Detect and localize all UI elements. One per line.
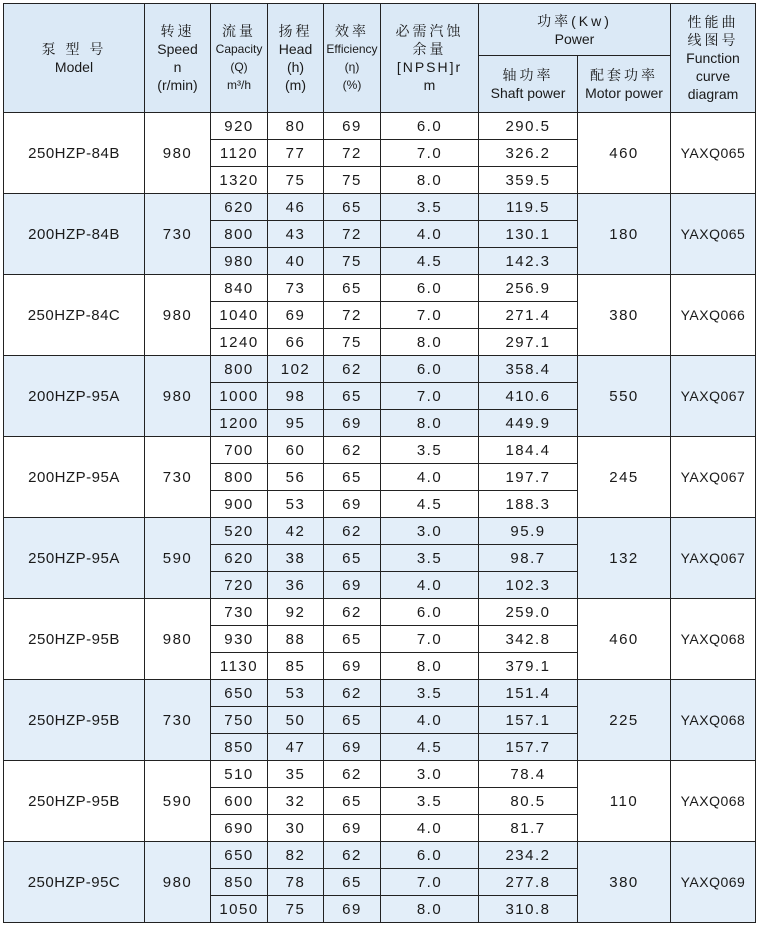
npsh-cell: 6.0 — [381, 113, 479, 140]
table-row — [4, 680, 756, 707]
shaft-power-cell: 379.1 — [479, 653, 578, 680]
head-cell: 85 — [268, 653, 324, 680]
speed-cell: 730 — [145, 680, 211, 761]
efficiency-cell: 62 — [324, 599, 381, 626]
header-head — [268, 4, 324, 113]
head-cell: 40 — [268, 248, 324, 275]
shaft-power-cell: 157.1 — [479, 707, 578, 734]
header-speed — [145, 4, 211, 113]
npsh-cell: 4.5 — [381, 734, 479, 761]
head-cell: 102 — [268, 356, 324, 383]
efficiency-cell: 69 — [324, 572, 381, 599]
motor-power-cell: 380 — [578, 842, 671, 923]
header-head-en: Head — [278, 41, 313, 57]
capacity-cell: 900 — [211, 491, 268, 518]
capacity-cell: 1200 — [211, 410, 268, 437]
pump-performance-table — [3, 3, 756, 923]
shaft-power-cell: 81.7 — [479, 815, 578, 842]
shaft-power-cell: 102.3 — [479, 572, 578, 599]
npsh-cell: 8.0 — [381, 653, 479, 680]
curve-diagram-cell: YAXQ068 — [671, 761, 756, 842]
motor-power-cell: 132 — [578, 518, 671, 599]
shaft-power-cell: 188.3 — [479, 491, 578, 518]
head-cell: 75 — [268, 896, 324, 923]
head-cell: 66 — [268, 329, 324, 356]
header-shaft-en: Shaft power — [490, 85, 566, 101]
efficiency-cell: 72 — [324, 140, 381, 167]
head-cell: 73 — [268, 275, 324, 302]
header-npsh-en2: m — [423, 77, 436, 93]
head-cell: 36 — [268, 572, 324, 599]
efficiency-cell: 75 — [324, 329, 381, 356]
table-row — [4, 842, 756, 869]
capacity-cell: 920 — [211, 113, 268, 140]
table-header — [4, 4, 756, 113]
model-cell: 250HZP-95B — [4, 761, 145, 842]
efficiency-cell: 69 — [324, 410, 381, 437]
motor-power-cell: 110 — [578, 761, 671, 842]
capacity-cell: 620 — [211, 194, 268, 221]
header-curve — [671, 4, 756, 113]
header-npsh — [381, 4, 479, 113]
capacity-cell: 840 — [211, 275, 268, 302]
efficiency-cell: 62 — [324, 842, 381, 869]
efficiency-cell: 65 — [324, 275, 381, 302]
npsh-cell: 6.0 — [381, 599, 479, 626]
curve-diagram-cell: YAXQ065 — [671, 194, 756, 275]
head-cell: 50 — [268, 707, 324, 734]
shaft-power-cell: 119.5 — [479, 194, 578, 221]
shaft-power-cell: 234.2 — [479, 842, 578, 869]
motor-power-cell: 380 — [578, 275, 671, 356]
header-motor-power — [578, 56, 671, 113]
capacity-cell: 1320 — [211, 167, 268, 194]
head-cell: 53 — [268, 491, 324, 518]
head-cell: 92 — [268, 599, 324, 626]
model-cell: 200HZP-84B — [4, 194, 145, 275]
head-cell: 77 — [268, 140, 324, 167]
efficiency-cell: 72 — [324, 302, 381, 329]
efficiency-cell: 62 — [324, 437, 381, 464]
table-row — [4, 194, 756, 221]
shaft-power-cell: 449.9 — [479, 410, 578, 437]
header-capacity-en: Capacity — [215, 42, 263, 56]
capacity-cell: 1040 — [211, 302, 268, 329]
header-capacity-cn: 流量 — [222, 23, 256, 39]
npsh-cell: 4.0 — [381, 707, 479, 734]
capacity-cell: 1130 — [211, 653, 268, 680]
shaft-power-cell: 184.4 — [479, 437, 578, 464]
efficiency-cell: 62 — [324, 680, 381, 707]
efficiency-cell: 75 — [324, 248, 381, 275]
npsh-cell: 4.0 — [381, 464, 479, 491]
head-cell: 80 — [268, 113, 324, 140]
capacity-cell: 850 — [211, 869, 268, 896]
npsh-cell: 3.5 — [381, 680, 479, 707]
header-model-en: Model — [54, 59, 94, 75]
capacity-cell: 620 — [211, 545, 268, 572]
header-motor-en: Motor power — [585, 85, 663, 101]
capacity-cell: 720 — [211, 572, 268, 599]
curve-diagram-cell: YAXQ069 — [671, 842, 756, 923]
speed-cell: 980 — [145, 842, 211, 923]
efficiency-cell: 65 — [324, 464, 381, 491]
header-speed-sym: n — [173, 59, 182, 75]
header-speed-cn: 转速 — [160, 23, 195, 39]
capacity-cell: 1120 — [211, 140, 268, 167]
npsh-cell: 8.0 — [381, 167, 479, 194]
header-speed-en: Speed — [157, 41, 198, 57]
speed-cell: 590 — [145, 761, 211, 842]
header-shaft-power — [479, 56, 578, 113]
head-cell: 42 — [268, 518, 324, 545]
capacity-cell: 1050 — [211, 896, 268, 923]
motor-power-cell: 225 — [578, 680, 671, 761]
header-capacity-sym: (Q) — [230, 60, 248, 74]
npsh-cell: 4.0 — [381, 815, 479, 842]
head-cell: 60 — [268, 437, 324, 464]
shaft-power-cell: 197.7 — [479, 464, 578, 491]
table-row — [4, 599, 756, 626]
capacity-cell: 800 — [211, 464, 268, 491]
shaft-power-cell: 271.4 — [479, 302, 578, 329]
header-power-en: Power — [554, 30, 595, 47]
npsh-cell: 3.0 — [381, 518, 479, 545]
header-curve-en1: Function — [686, 50, 740, 66]
curve-diagram-cell: YAXQ067 — [671, 437, 756, 518]
model-cell: 200HZP-95A — [4, 356, 145, 437]
shaft-power-cell: 151.4 — [479, 680, 578, 707]
shaft-power-cell: 130.1 — [479, 221, 578, 248]
npsh-cell: 3.5 — [381, 788, 479, 815]
table-row — [4, 518, 756, 545]
header-model-cn: 泵 型 号 — [41, 41, 107, 57]
motor-power-cell: 550 — [578, 356, 671, 437]
head-cell: 95 — [268, 410, 324, 437]
npsh-cell: 4.0 — [381, 221, 479, 248]
table-row — [4, 113, 756, 140]
npsh-cell: 7.0 — [381, 869, 479, 896]
npsh-cell: 4.5 — [381, 491, 479, 518]
capacity-cell: 700 — [211, 437, 268, 464]
efficiency-cell: 65 — [324, 545, 381, 572]
speed-cell: 980 — [145, 113, 211, 194]
table-body — [4, 113, 756, 923]
speed-cell: 730 — [145, 194, 211, 275]
capacity-cell: 650 — [211, 680, 268, 707]
npsh-cell: 4.5 — [381, 248, 479, 275]
header-npsh-en1: [NPSH]r — [396, 59, 463, 75]
header-power — [479, 4, 671, 56]
header-efficiency-en: Efficiency — [326, 42, 378, 56]
shaft-power-cell: 290.5 — [479, 113, 578, 140]
shaft-power-cell: 256.9 — [479, 275, 578, 302]
capacity-cell: 930 — [211, 626, 268, 653]
curve-diagram-cell: YAXQ065 — [671, 113, 756, 194]
shaft-power-cell: 310.8 — [479, 896, 578, 923]
header-npsh-cn1: 必需汽蚀 — [395, 23, 464, 39]
head-cell: 98 — [268, 383, 324, 410]
shaft-power-cell: 297.1 — [479, 329, 578, 356]
npsh-cell: 7.0 — [381, 626, 479, 653]
npsh-cell: 7.0 — [381, 302, 479, 329]
efficiency-cell: 69 — [324, 815, 381, 842]
head-cell: 88 — [268, 626, 324, 653]
model-cell: 250HZP-84C — [4, 275, 145, 356]
npsh-cell: 3.5 — [381, 437, 479, 464]
curve-diagram-cell: YAXQ067 — [671, 356, 756, 437]
capacity-cell: 800 — [211, 356, 268, 383]
capacity-cell: 650 — [211, 842, 268, 869]
efficiency-cell: 69 — [324, 653, 381, 680]
head-cell: 46 — [268, 194, 324, 221]
shaft-power-cell: 95.9 — [479, 518, 578, 545]
table-row — [4, 437, 756, 464]
header-head-sym: (h) — [286, 59, 305, 75]
header-curve-en2: curve — [695, 68, 731, 84]
header-head-cn: 扬程 — [278, 23, 313, 39]
model-cell: 250HZP-84B — [4, 113, 145, 194]
header-efficiency-cn: 效率 — [335, 23, 369, 39]
header-motor-cn: 配套功率 — [590, 67, 658, 83]
head-cell: 82 — [268, 842, 324, 869]
npsh-cell: 3.5 — [381, 545, 479, 572]
head-cell: 69 — [268, 302, 324, 329]
header-head-unit: (m) — [285, 77, 306, 93]
head-cell: 38 — [268, 545, 324, 572]
efficiency-cell: 62 — [324, 761, 381, 788]
speed-cell: 590 — [145, 518, 211, 599]
capacity-cell: 800 — [211, 221, 268, 248]
npsh-cell: 3.5 — [381, 194, 479, 221]
shaft-power-cell: 98.7 — [479, 545, 578, 572]
head-cell: 47 — [268, 734, 324, 761]
efficiency-cell: 72 — [324, 221, 381, 248]
motor-power-cell: 460 — [578, 599, 671, 680]
shaft-power-cell: 326.2 — [479, 140, 578, 167]
header-speed-unit: (r/min) — [157, 77, 198, 93]
npsh-cell: 8.0 — [381, 329, 479, 356]
head-cell: 30 — [268, 815, 324, 842]
shaft-power-cell: 359.5 — [479, 167, 578, 194]
header-efficiency-sym: (η) — [344, 60, 360, 74]
efficiency-cell: 65 — [324, 194, 381, 221]
header-model — [4, 4, 145, 113]
pump-spec-sheet — [3, 3, 755, 923]
shaft-power-cell: 78.4 — [479, 761, 578, 788]
shaft-power-cell: 342.8 — [479, 626, 578, 653]
efficiency-cell: 65 — [324, 788, 381, 815]
efficiency-cell: 69 — [324, 113, 381, 140]
header-curve-en3: diagram — [687, 86, 739, 102]
efficiency-cell: 75 — [324, 167, 381, 194]
curve-diagram-cell: YAXQ068 — [671, 680, 756, 761]
npsh-cell: 6.0 — [381, 356, 479, 383]
efficiency-cell: 65 — [324, 707, 381, 734]
header-shaft-cn: 轴功率 — [502, 67, 554, 83]
header-npsh-cn2: 余量 — [412, 41, 447, 57]
model-cell: 250HZP-95A — [4, 518, 145, 599]
motor-power-cell: 460 — [578, 113, 671, 194]
speed-cell: 980 — [145, 356, 211, 437]
efficiency-cell: 65 — [324, 383, 381, 410]
npsh-cell: 6.0 — [381, 275, 479, 302]
capacity-cell: 750 — [211, 707, 268, 734]
header-capacity — [211, 4, 268, 113]
capacity-cell: 980 — [211, 248, 268, 275]
header-efficiency-unit: (%) — [342, 78, 362, 92]
header-capacity-unit: m³/h — [227, 78, 251, 92]
speed-cell: 980 — [145, 275, 211, 356]
shaft-power-cell: 259.0 — [479, 599, 578, 626]
capacity-cell: 690 — [211, 815, 268, 842]
header-power-cn: 功率(Kw) — [537, 12, 612, 29]
speed-cell: 980 — [145, 599, 211, 680]
capacity-cell: 850 — [211, 734, 268, 761]
capacity-cell: 1000 — [211, 383, 268, 410]
efficiency-cell: 65 — [324, 869, 381, 896]
shaft-power-cell: 80.5 — [479, 788, 578, 815]
model-cell: 200HZP-95A — [4, 437, 145, 518]
table-row — [4, 761, 756, 788]
head-cell: 32 — [268, 788, 324, 815]
curve-diagram-cell: YAXQ068 — [671, 599, 756, 680]
head-cell: 75 — [268, 167, 324, 194]
shaft-power-cell: 410.6 — [479, 383, 578, 410]
head-cell: 53 — [268, 680, 324, 707]
npsh-cell: 8.0 — [381, 896, 479, 923]
efficiency-cell: 69 — [324, 896, 381, 923]
shaft-power-cell: 142.3 — [479, 248, 578, 275]
shaft-power-cell: 157.7 — [479, 734, 578, 761]
head-cell: 43 — [268, 221, 324, 248]
head-cell: 35 — [268, 761, 324, 788]
npsh-cell: 6.0 — [381, 842, 479, 869]
npsh-cell: 7.0 — [381, 140, 479, 167]
model-cell: 250HZP-95B — [4, 599, 145, 680]
efficiency-cell: 69 — [324, 734, 381, 761]
model-cell: 250HZP-95C — [4, 842, 145, 923]
npsh-cell: 7.0 — [381, 383, 479, 410]
header-efficiency — [324, 4, 381, 113]
efficiency-cell: 62 — [324, 518, 381, 545]
table-row — [4, 356, 756, 383]
efficiency-cell: 62 — [324, 356, 381, 383]
efficiency-cell: 69 — [324, 491, 381, 518]
shaft-power-cell: 358.4 — [479, 356, 578, 383]
head-cell: 78 — [268, 869, 324, 896]
curve-diagram-cell: YAXQ066 — [671, 275, 756, 356]
capacity-cell: 600 — [211, 788, 268, 815]
efficiency-cell: 65 — [324, 626, 381, 653]
curve-diagram-cell: YAXQ067 — [671, 518, 756, 599]
capacity-cell: 1240 — [211, 329, 268, 356]
head-cell: 56 — [268, 464, 324, 491]
capacity-cell: 730 — [211, 599, 268, 626]
shaft-power-cell: 277.8 — [479, 869, 578, 896]
motor-power-cell: 180 — [578, 194, 671, 275]
capacity-cell: 520 — [211, 518, 268, 545]
npsh-cell: 3.0 — [381, 761, 479, 788]
table-row — [4, 275, 756, 302]
npsh-cell: 8.0 — [381, 410, 479, 437]
speed-cell: 730 — [145, 437, 211, 518]
header-curve-cn2: 线图号 — [687, 32, 739, 48]
header-curve-cn1: 性能曲 — [687, 14, 739, 30]
capacity-cell: 510 — [211, 761, 268, 788]
motor-power-cell: 245 — [578, 437, 671, 518]
npsh-cell: 4.0 — [381, 572, 479, 599]
model-cell: 250HZP-95B — [4, 680, 145, 761]
